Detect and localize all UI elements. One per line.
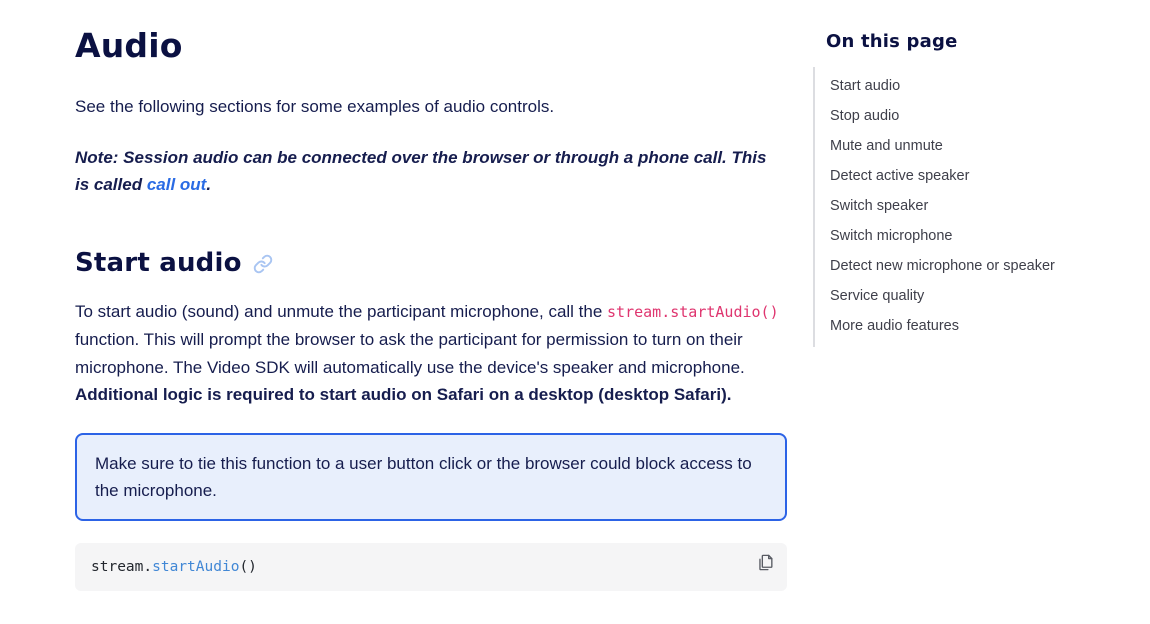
code-token-dot: . xyxy=(143,558,153,575)
toc-item-switch-speaker[interactable]: Switch speaker xyxy=(830,198,929,214)
toc-item-mute-and-unmute[interactable]: Mute and unmute xyxy=(830,138,943,154)
paragraph-bold-note: Additional logic is required to start audio on Safari on a desktop (desktop Safari). xyxy=(75,385,732,405)
section-heading-start-audio xyxy=(75,246,787,280)
toc-item-more-audio-features[interactable]: More audio features xyxy=(830,318,959,334)
note-paragraph xyxy=(75,144,775,198)
code-content xyxy=(91,558,771,576)
intro-paragraph: See the following sections for some examples of audio controls. xyxy=(75,96,555,116)
callout-text: Make sure to tie this function to a user button click or the browser could block access to the microphone. xyxy=(95,453,752,500)
code-token-method: startAudio xyxy=(152,558,240,575)
section-paragraph xyxy=(75,298,787,409)
toc-item-start-audio[interactable]: Start audio xyxy=(830,78,901,94)
code-token-parens: () xyxy=(239,558,257,575)
copy-button[interactable] xyxy=(754,551,777,574)
note-text-suffix: . xyxy=(206,174,212,194)
main-content xyxy=(75,0,787,591)
code-token-object: stream xyxy=(91,558,144,575)
inline-code: stream.startAudio() xyxy=(607,302,779,321)
call-out-link[interactable]: call out xyxy=(146,174,207,194)
info-callout xyxy=(75,433,787,521)
note-text-prefix: Note: Session audio can be connected over the browser or through a phone call. This is called xyxy=(75,147,767,194)
copy-icon xyxy=(756,553,775,572)
code-block xyxy=(75,543,787,591)
toc-item-switch-microphone[interactable]: Switch microphone xyxy=(830,228,953,244)
toc-item-detect-new-microphone-or-speaker[interactable]: Detect new microphone or speaker xyxy=(830,258,1055,274)
toc-list xyxy=(813,67,1143,347)
section-heading-text: Start audio xyxy=(75,247,242,278)
link-icon xyxy=(253,254,273,274)
page-title: Audio xyxy=(75,26,183,65)
toc-item-stop-audio[interactable]: Stop audio xyxy=(830,108,900,124)
toc-heading: On this page xyxy=(826,31,958,52)
heading-anchor-link[interactable] xyxy=(253,254,273,274)
paragraph-text-1: To start audio (sound) and unmute the participant microphone, call the xyxy=(75,301,608,321)
toc-item-detect-active-speaker[interactable]: Detect active speaker xyxy=(830,168,970,184)
on-this-page-sidebar xyxy=(813,30,1143,347)
toc-item-service-quality[interactable]: Service quality xyxy=(830,288,925,304)
paragraph-text-2: function. This will prompt the browser to ask the participant for permission to turn on their microphone. The Video SDK will automatically use the device's speaker and microphone. xyxy=(75,330,745,377)
